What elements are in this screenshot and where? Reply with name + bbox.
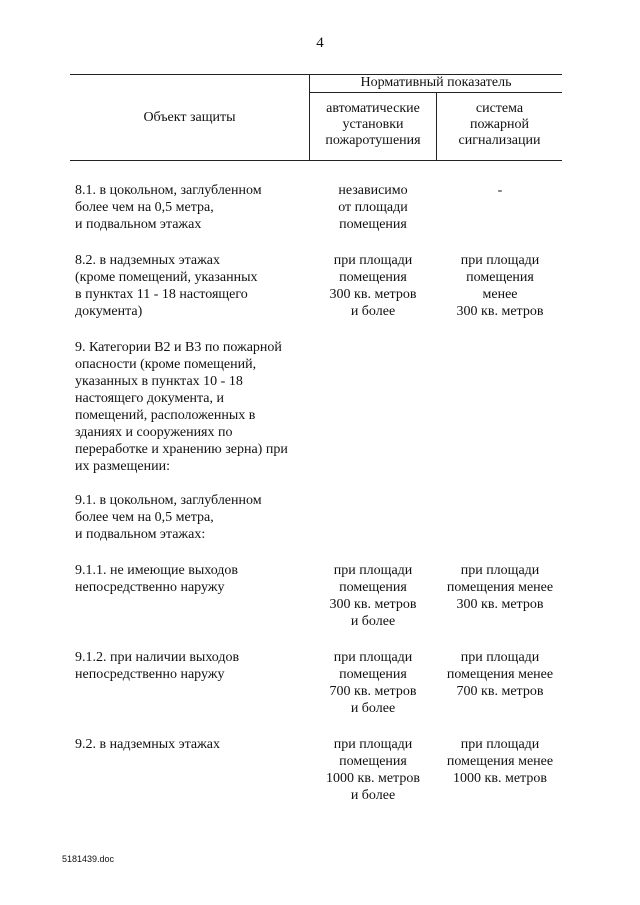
row-9-2-alarm: при площади помещения менее 1000 кв. метров xyxy=(446,737,554,786)
fire-alarm-header: система пожарной сигнализации xyxy=(458,101,541,148)
row-9-1-2-object: 9.1.2. при наличии выходов непосредственно наружу xyxy=(75,650,240,682)
row-9-object: 9. Категории В2 и В3 по пожарной опасности (кроме помещений, указанных в пунктах 10 - 18 настоящего документа, и помещений, расположенных в зданиях и сооружениях по переработке и хранению зерна) при их размещении: xyxy=(75,340,288,474)
row-9-1-2-auto: при площади помещения 700 кв. метров и более xyxy=(329,650,417,716)
row-9-2-auto: при площади помещения 1000 кв. метров и более xyxy=(326,737,420,803)
normative-indicator-header: Нормативный показатель xyxy=(360,75,512,90)
row-9-2-object: 9.2. в надземных этажах xyxy=(75,737,221,752)
row-8-1-auto: независимо от площади помещения xyxy=(338,183,408,232)
row-8-2-alarm: при площади помещения менее 300 кв. метров xyxy=(456,253,544,319)
row-9-1-2-alarm: при площади помещения менее 700 кв. метров xyxy=(446,650,554,699)
file-name-footer: 5181439.doc xyxy=(62,854,115,864)
row-9-1-object: 9.1. в цокольном, заглубленном более чем на 0,5 метра, и подвальном этажах: xyxy=(75,493,262,542)
auto-extinguishing-header: автоматические установки пожаротушения xyxy=(325,101,421,148)
row-8-2-auto: при площади помещения 300 кв. метров и более xyxy=(329,253,417,319)
object-column-header: Объект защиты xyxy=(143,110,236,125)
row-8-1-alarm: - xyxy=(497,183,503,198)
row-9-1-1-auto: при площади помещения 300 кв. метров и более xyxy=(329,563,417,629)
row-9-1-1-object: 9.1.1. не имеющие выходов непосредственно наружу xyxy=(75,563,239,595)
header-bottom-rule xyxy=(70,160,562,161)
page-number: 4 xyxy=(316,35,324,51)
row-8-1-object: 8.1. в цокольном, заглубленном более чем на 0,5 метра, и подвальном этажах xyxy=(75,183,262,232)
row-9-1-1-alarm: при площади помещения менее 300 кв. метров xyxy=(446,563,554,612)
row-8-2-object: 8.2. в надземных этажах (кроме помещений, указанных в пунктах 11 - 18 настоящего документа) xyxy=(75,253,258,319)
